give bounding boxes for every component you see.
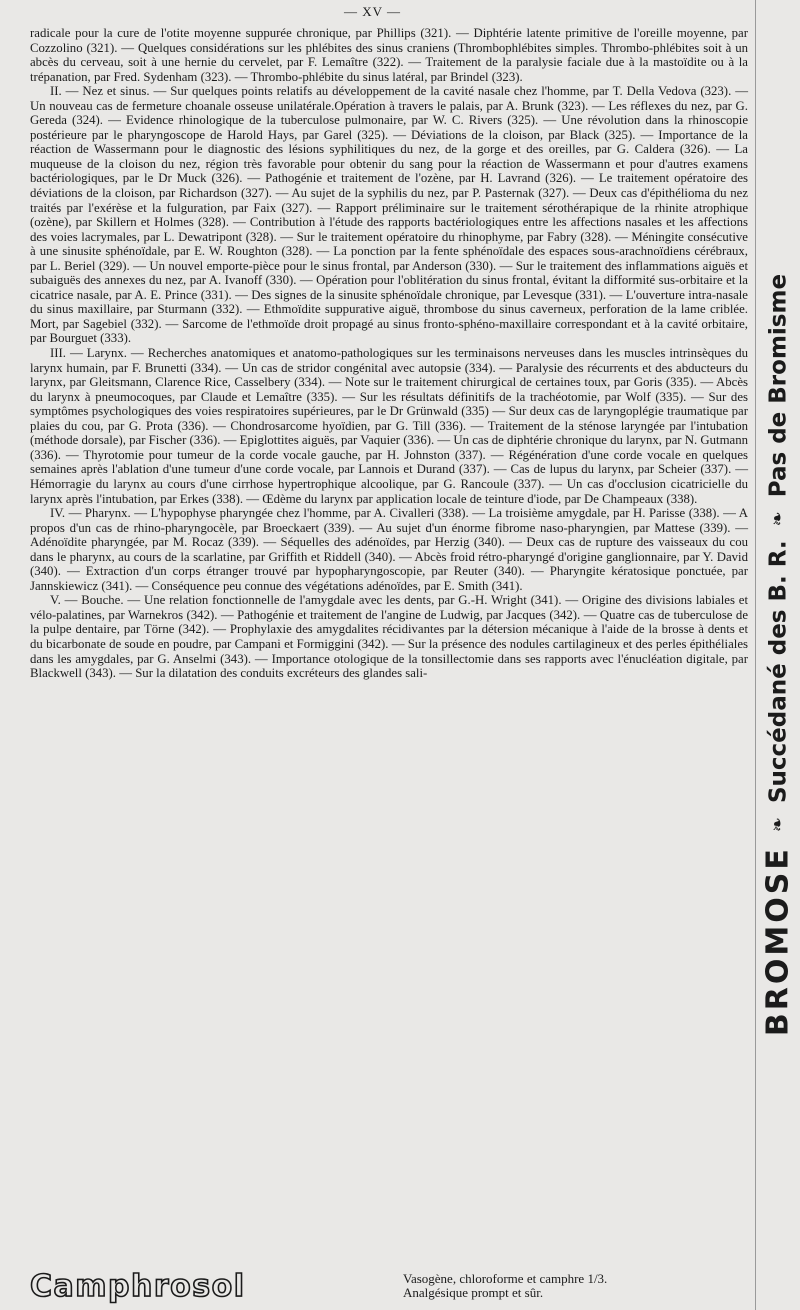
paragraph-larynx: III. — Larynx. — Recherches anatomiques et anatomo-pathologiques sur les terminaisons nerveuses dans les muscles intrinsèques du larynx humain, par F. Brunetti (334). — Un cas de stridor congénital avec autopsie (334). — Paralysie des récurrents et des abducteurs du larynx, par Gleitsmann, Clarence Rice, Casselbery (334). — Note sur le traitement chirurgical de certaines toux, par Goris (335). — Abcès du larynx à pneumocoques, par Claude et Lemaître (335). — Sur les résultats définitifs de la trachéotomie, par Wolf (335). — Sur des symptômes psychologiques des voies respiratoires supérieures, par le Dr Grünwald (335) — Sur deux cas de laryngoplégie traumatique par plaies du cou, par G. Prota (336). — Chondrosarcome hyoïdien, par G. Till (336). — Traitement de la sténose laryngée par l'intubation (méthode dorsale), par Fischer (336). — Epiglottites aiguës, par Vaquier (336). — Un cas de diphtérie chronique du larynx, par N. Gutmann (336). — Thyrotomie pour tumeur de la corde vocale gauche, par H. Johnston (337). — Régénération d'une corde vocale en quelques semaines après l'ablation d'une tumeur d'une corde vocale, par Lannois et Durand (337). — Cas de lupus du larynx, par Scheier (337). — Hémorragie du larynx au cours d'une cirrhose hypertrophique alcoolique, par G. Rancoule (337). — Un cas d'occlusion cicatricielle du larynx après l'intubation, par Erkes (338). — Œdème du larynx par application locale de teinture d'iode, par De Champeaux (338). [30,346,748,506]
article-body [30,26,748,681]
ad-description [395,1272,607,1300]
sidebar-text [761,274,796,1036]
paragraph-pharynx: IV. — Pharynx. — L'hypophyse pharyngée chez l'homme, par A. Civalleri (338). — La troisième amygdale, par H. Parisse (338). — A propos d'un cas de rhino-pharyngocèle, par Broeckaert (339). — Au sujet d'un énorme fibrome naso-pharyngien, par Mattese (339). — Adénoïdite pharyngée, par M. Rocaz (339). — Séquelles des adénoïdes, par Herzig (340). — Deux cas de rupture des vaisseaux du cou dans le pharynx, au cours de la scarlatine, par Griffith et Riddell (340). — Abcès froid rétro-pharyngé d'origine ganglionnaire, par Y. David (340). — Extraction d'un corps étranger trouvé par hypopharyngoscopie, par Reuter (340). — Pharyngite kératosique ponctuée, par Jannskiewicz (341). — Conséquence peu connue des végétations adénoïdes, par E. Smith (341). [30,506,748,593]
sidebar-tagline: Succédané des B. R. [765,540,791,804]
page-number: — XV — [343,4,402,19]
camphrosol-advertisement [30,1268,748,1304]
ad-line-1: Vasogène, chloroforme et camphre 1/3. [403,1271,608,1286]
brand-name: Camphrosol [30,1268,246,1304]
ornament-icon: ❧ [767,511,789,527]
ornament-icon: ❧ [767,817,789,833]
bromose-sidebar-ad [755,0,800,1310]
sidebar-brand: BROMOSE [760,846,796,1037]
sidebar-claim: Pas de Bromisme [765,273,791,498]
paragraph-mouth: V. — Bouche. — Une relation fonctionnelle de l'amygdale avec les dents, par G.-H. Wright (341). — Origine des divisions labiales et vélo-palatines, par Warnekros (342). — Pathogénie et traitement de l'angine de Ludwig, par Jacques (342). — Quatre cas de tuberculose de la pulpe dentaire, par Törne (342). — Prophylaxie des amygdalites récidivantes par la détersion mécanique à l'aide de la brosse à dents et du bicarbonate de soude en poudre, par Campani et Formiggini (342). — Sur la présence des nodules cartilagineux et des perles épithéliales dans les amygdales, par G. Anselmi (343). — Importance otologique de la tonsillectomie dans ses rapports avec l'énucléation digitale, par Blackwell (343). — Sur la dilatation des conduits excréteurs des glandes sali- [30,593,748,681]
paragraph-otology-end: radicale pour la cure de l'otite moyenne suppurée chronique, par Phillips (321). — Diphtérie latente primitive de l'oreille moyenne, par Cozzolino (321). — Quelques considérations sur les phlébites des sinus craniens (Thrombophlébites simples. Thrombo-phlébites soit à un abcès du cerveau, soit à une hernie du cervelet, par F. Lemaître (322). — Traitement de la paralysie faciale due à la mastoïdite ou à la trépanation, par Fred. Sydenham (323). — Thrombo-phlébite du sinus latéral, par Brindel (323). [30,26,748,84]
ad-line-2: Analgésique prompt et sûr. [403,1285,544,1300]
paragraph-nose-sinus: II. — Nez et sinus. — Sur quelques points relatifs au développement de la cavité nasale chez l'homme, par T. Della Vedova (323). — Un nouveau cas de fermeture choanale osseuse unilatérale.Opération à travers le palais, par A. Brunk (323). — Les réflexes du nez, par G. Gereda (324). — Evidence rhinologique de la tuberculose pulmonaire, par W. C. Rivers (325). — Une révolution dans la rhinoscopie postérieure par le pharyngoscope de Harold Hays, par Garel (325). — Déviations de la cloison, par Black (325). — Importance de la réaction de Wassermann pour le diagnostic des lésions syphilitiques du nez, de la gorge et des oreilles, par G. Caldera (326). — La muqueuse de la cloison du nez, région très favorable pour obtenir du sang pour la réaction de Wassermann et pour d'autres examens bactériologiques, par le Dr Muck (326). — Pathogénie et traitement de l'ozène, par H. Lavrand (326). — Le traitement opératoire des déviations de la cloison, par Richardson (327). — Au sujet de la syphilis du nez, par P. Pasternak (327). — Deux cas d'épithélioma du nez traités par l'exérèse et la fulguration, par Faix (327). — Rapport préliminaire sur le traitement sérothérapique de la rhinite atrophique (ozène), par Skillern et Holmes (328). — Contribution à l'étude des rapports bactériologiques entre les affections nasales et les affections des voies lacrymales, par L. Dewatripont (328). — Sur le traitement opératoire du rhinophyme, par Fabry (328). — Méningite consécutive à une sinusite sphénoïdale, par E. W. Roughton (328). — La ponction par la fente sphénoïdale des espaces sous-arachnoïdiens cérébraux, par L. Beriel (329). — Un nouvel emporte-pièce pour le sinus frontal, par Anderson (330). — Sur le traitement des inflammations aiguës et subaiguës des annexes du nez, par A. Ivanoff (330). — Opération pour l'oblitération du sinus frontal, évitant la difformité sus-orbitaire et la cicatrice nasale, par A. E. Prince (331). — Des signes de la sinusite sphénoïdale chronique, par Levesque (331). — L'ouverture intra-nasale du sinus maxillaire, par Sturmann (332). — Ethmoïdite suppurative aiguë, thrombose du sinus caverneux, perforation de la lame criblée. Mort, par Sagebiel (332). — Sarcome de l'ethmoïde droit propagé au sinus fronto-sphéno-maxillaire correspondant et à la cavité orbitaire, par Bourguet (333). [30,84,748,346]
